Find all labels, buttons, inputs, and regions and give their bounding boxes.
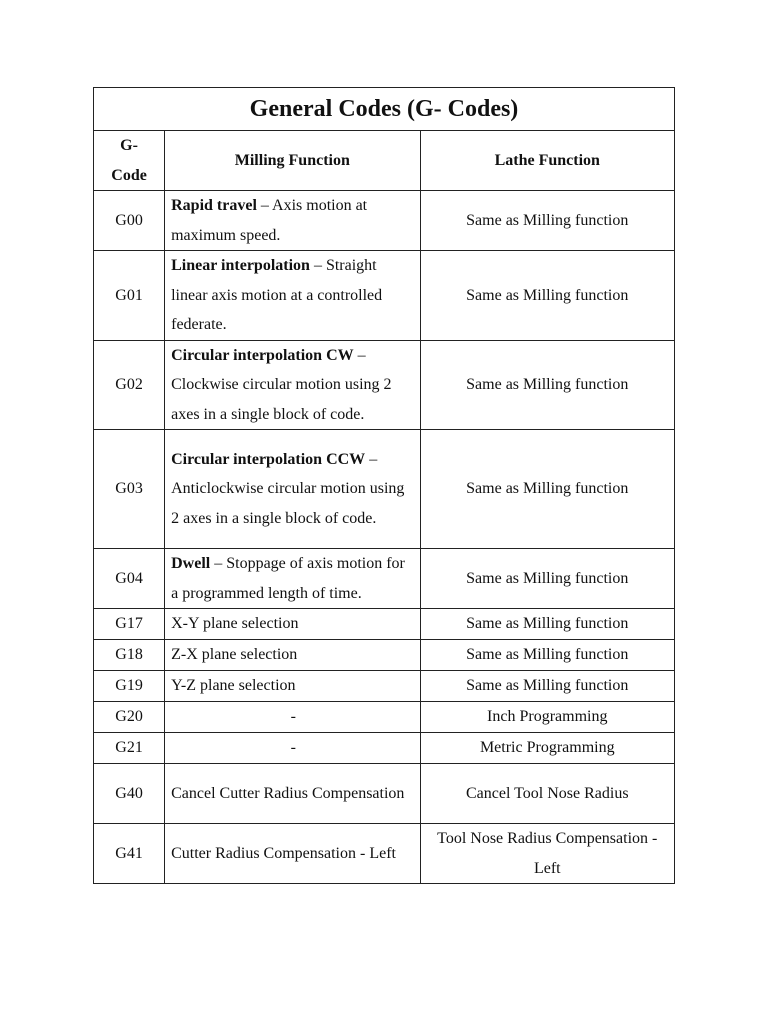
milling-cell: Cancel Cutter Radius Compensation: [165, 764, 420, 824]
lathe-cell: Same as Milling function: [420, 251, 674, 341]
code-cell: G03: [94, 430, 165, 549]
milling-desc: Axis motion at maximum speed.: [171, 197, 368, 244]
code-cell: G02: [94, 340, 165, 430]
g-codes-table: [93, 87, 675, 884]
table-row: [94, 733, 675, 764]
table-row: [94, 702, 675, 733]
milling-desc: Anticlockwise circular motion using 2 axes in a single block of code.: [171, 480, 405, 527]
code-cell: G18: [94, 640, 165, 671]
title-row: [94, 88, 675, 131]
table-row: [94, 251, 675, 341]
lathe-cell: Same as Milling function: [420, 549, 674, 609]
table-row: [94, 609, 675, 640]
lathe-cell: Same as Milling function: [420, 340, 674, 430]
code-cell: G17: [94, 609, 165, 640]
milling-term: Circular interpolation CW: [171, 346, 354, 364]
table-row: [94, 340, 675, 430]
milling-cell: Cutter Radius Compensation - Left: [165, 824, 420, 884]
milling-cell: [165, 191, 420, 251]
milling-cell: [165, 549, 420, 609]
milling-cell: Z-X plane selection: [165, 640, 420, 671]
table-title: General Codes (G- Codes): [94, 88, 675, 131]
lathe-cell: Same as Milling function: [420, 671, 674, 702]
table-row: [94, 191, 675, 251]
milling-cell: [165, 430, 420, 549]
table-row: [94, 430, 675, 549]
lathe-cell: Same as Milling function: [420, 640, 674, 671]
table-row: [94, 671, 675, 702]
code-cell: G00: [94, 191, 165, 251]
table-row: [94, 764, 675, 824]
table-row: [94, 549, 675, 609]
lathe-cell: Same as Milling function: [420, 191, 674, 251]
header-milling: Milling Function: [165, 131, 420, 191]
lathe-cell: Same as Milling function: [420, 430, 674, 549]
lathe-cell: Cancel Tool Nose Radius: [420, 764, 674, 824]
code-cell: G40: [94, 764, 165, 824]
milling-term: Rapid travel: [171, 197, 257, 214]
code-cell: G19: [94, 671, 165, 702]
milling-cell: [165, 251, 420, 341]
milling-term: Dwell: [171, 555, 211, 572]
lathe-cell: Tool Nose Radius Compensation - Left: [420, 824, 674, 884]
header-code: [94, 131, 165, 191]
header-lathe: Lathe Function: [420, 131, 674, 191]
milling-desc: Stoppage of axis motion for a programmed length of time.: [171, 555, 405, 602]
lathe-cell: Metric Programming: [420, 733, 674, 764]
code-cell: G01: [94, 251, 165, 341]
header-code-line1: G-: [120, 137, 138, 154]
milling-sep: –: [365, 450, 378, 468]
table-row: [94, 640, 675, 671]
code-cell: G41: [94, 824, 165, 884]
milling-sep: –: [309, 257, 326, 274]
milling-cell: [165, 340, 420, 430]
code-cell: G04: [94, 549, 165, 609]
lathe-cell: Same as Milling function: [420, 609, 674, 640]
milling-desc: Clockwise circular motion using 2 axes in a single block of code.: [171, 376, 392, 423]
milling-cell: -: [165, 702, 420, 733]
milling-sep: –: [210, 555, 227, 572]
lathe-cell: Inch Programming: [420, 702, 674, 733]
milling-term: Circular interpolation CCW: [171, 450, 366, 468]
milling-desc: Straight linear axis motion at a controlled federate.: [171, 257, 383, 333]
table-row: [94, 824, 675, 884]
header-code-line2: Code: [111, 166, 147, 184]
milling-cell: X-Y plane selection: [165, 609, 420, 640]
code-cell: G20: [94, 702, 165, 733]
milling-term: Linear interpolation: [171, 257, 310, 274]
milling-cell: -: [165, 733, 420, 764]
header-row: [94, 131, 675, 191]
milling-sep: –: [256, 197, 273, 214]
code-cell: G21: [94, 733, 165, 764]
milling-sep: –: [353, 346, 366, 364]
milling-cell: Y-Z plane selection: [165, 671, 420, 702]
